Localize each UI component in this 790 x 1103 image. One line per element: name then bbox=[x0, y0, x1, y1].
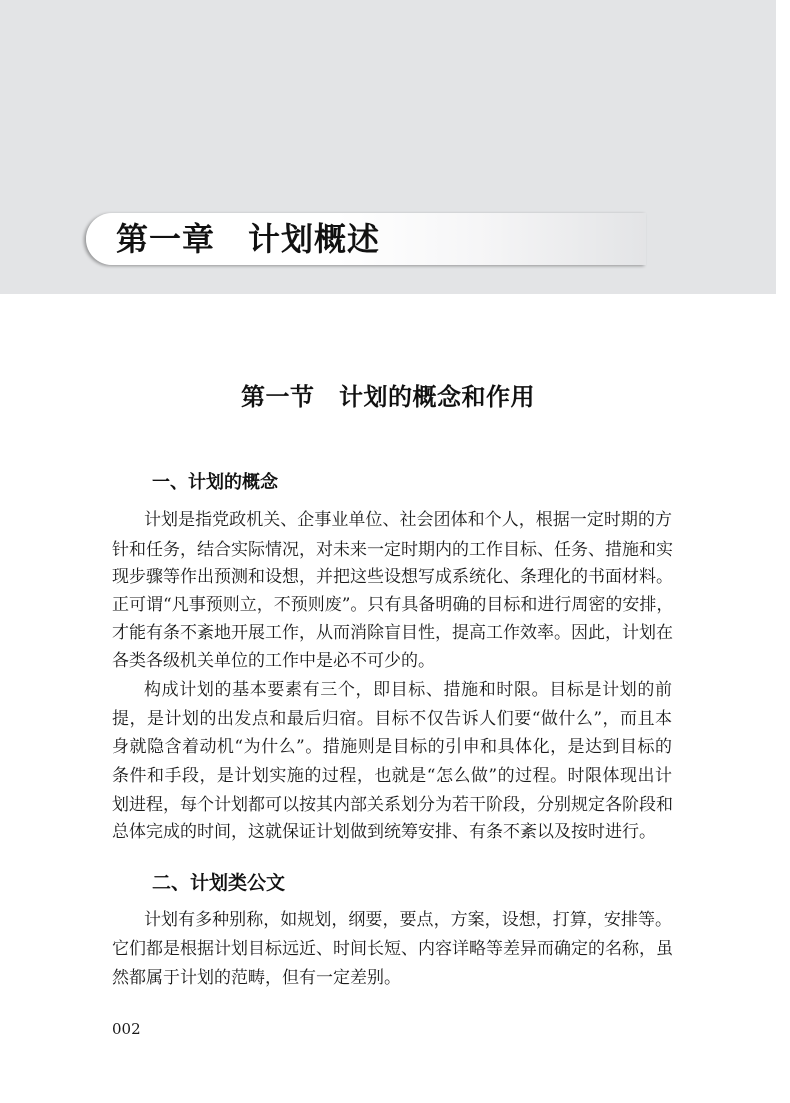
paragraph-line: 正可谓“凡事预则立，不预则废”。只有具备明确的目标和进行周密的安排， bbox=[112, 595, 674, 615]
chapter-title: 第一章 计划概述 bbox=[116, 220, 381, 258]
section-title: 第一节 计划的概念和作用 bbox=[241, 383, 535, 411]
subheading-concept: 一、计划的概念 bbox=[152, 472, 278, 493]
paragraph-line: 它们都是根据计划目标远近、时间长短、内容详略等差异而确定的名称，虽 bbox=[112, 939, 673, 959]
paragraph-line: 划进程，每个计划都可以按其内部关系划分为若干阶段，分别规定各阶段和 bbox=[112, 795, 673, 815]
paragraph-line: 现步骤等作出预测和设想，并把这些设想写成系统化、条理化的书面材料。 bbox=[112, 567, 673, 587]
paragraph-line: 才能有条不紊地开展工作，从而消除盲目性，提高工作效率。因此，计划在 bbox=[112, 623, 673, 643]
paragraph-line: 身就隐含着动机“为什么”。措施则是目标的引申和具体化，是达到目标的 bbox=[112, 737, 672, 757]
paragraph-line: 计划是指党政机关、企事业单位、社会团体和个人，根据一定时期的方 bbox=[144, 510, 672, 530]
paragraph-line: 计划有多种别称，如规划，纲要，要点，方案，设想，打算，安排等。 bbox=[144, 910, 672, 930]
paragraph-line: 针和任务，结合实际情况，对未来一定时期内的工作目标、任务、措施和实 bbox=[112, 540, 673, 560]
subheading-plan-documents: 二、计划类公文 bbox=[152, 872, 286, 894]
paragraph-line: 条件和手段，是计划实施的过程，也就是“怎么做”的过程。时限体现出计 bbox=[112, 766, 672, 786]
paragraph-line: 构成计划的基本要素有三个，即目标、措施和时限。目标是计划的前 bbox=[144, 680, 672, 700]
paragraph-line: 提，是计划的出发点和最后归宿。目标不仅告诉人们要“做什么”，而且本 bbox=[112, 709, 672, 729]
paragraph-line: 总体完成的时间，这就保证计划做到统筹安排、有条不紊以及按时进行。 bbox=[112, 822, 656, 842]
paragraph-line: 然都属于计划的范畴，但有一定差别。 bbox=[112, 968, 401, 988]
paragraph-line: 各类各级机关单位的工作中是必不可少的。 bbox=[112, 651, 435, 671]
page-number: 002 bbox=[112, 1020, 141, 1038]
